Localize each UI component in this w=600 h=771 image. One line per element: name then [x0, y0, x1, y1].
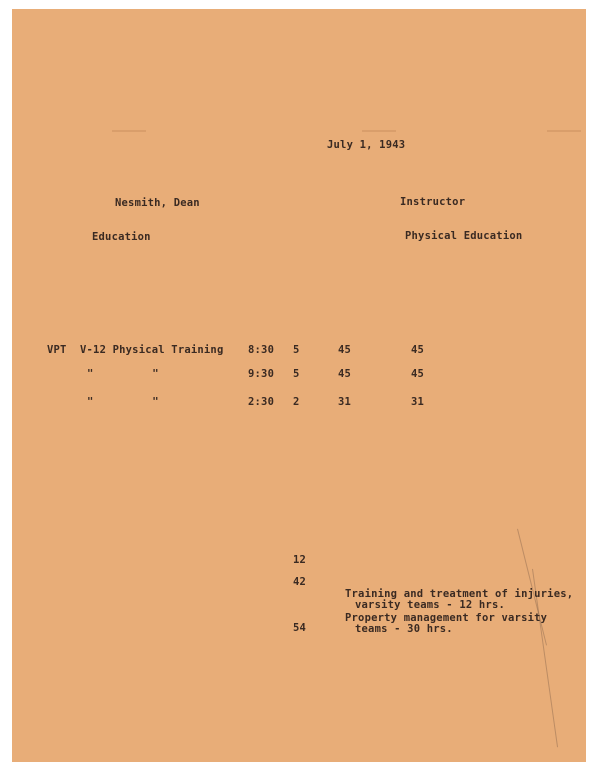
summary-value-3: 54 [293, 622, 307, 634]
note-line: Training and treatment of injuries, [345, 588, 574, 600]
person-name: Nesmith, Dean [115, 197, 200, 209]
course-hours: 5 [293, 368, 300, 380]
course-total: 45 [411, 344, 425, 356]
course-hours: 2 [293, 396, 300, 408]
course-time: 8:30 [248, 344, 275, 356]
note-line: Property management for varsity [345, 612, 548, 624]
school: Education [92, 231, 151, 243]
course-enrolled: 45 [338, 344, 352, 356]
course-title: V-12 Physical Training [80, 344, 224, 356]
department: Physical Education [405, 230, 523, 242]
date: July 1, 1943 [327, 139, 406, 151]
summary-value-1: 12 [293, 554, 307, 566]
form-mark [362, 130, 396, 132]
document-page [12, 9, 586, 762]
course-title: " " [87, 368, 159, 380]
course-total: 45 [411, 368, 425, 380]
course-enrolled: 31 [338, 396, 352, 408]
person-rank: Instructor [400, 196, 466, 208]
form-mark [112, 130, 146, 132]
course-hours: 5 [293, 344, 300, 356]
course-time: 2:30 [248, 396, 275, 408]
form-mark [547, 130, 581, 132]
course-time: 9:30 [248, 368, 275, 380]
note-line: varsity teams - 12 hrs. [355, 599, 505, 611]
summary-value-2: 42 [293, 576, 307, 588]
course-enrolled: 45 [338, 368, 352, 380]
course-code: VPT [47, 344, 67, 356]
note-line: teams - 30 hrs. [355, 623, 453, 635]
course-total: 31 [411, 396, 425, 408]
course-title: " " [87, 396, 159, 408]
